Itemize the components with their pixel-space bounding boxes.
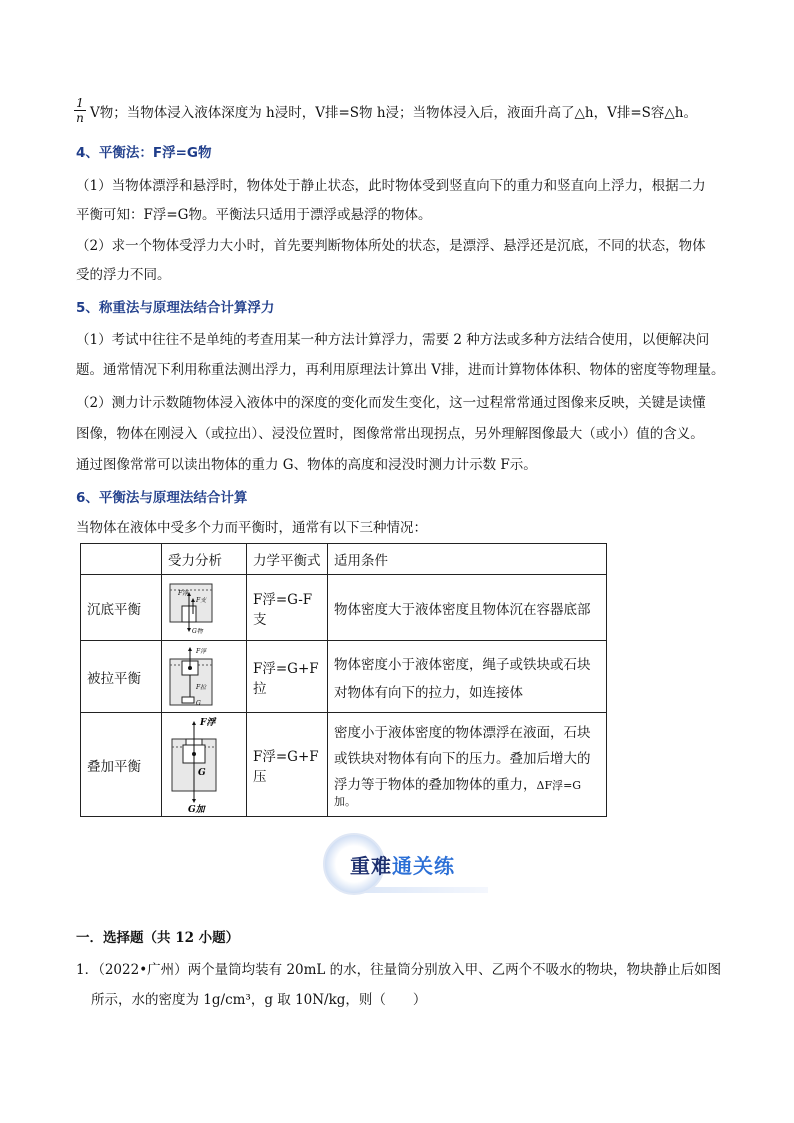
force-label: F浮 bbox=[200, 717, 216, 728]
table-header-cell bbox=[81, 544, 162, 575]
sinking-diagram bbox=[168, 580, 220, 636]
condition-line: 对物体有向下的拉力，如连接体 bbox=[334, 684, 523, 701]
table-header-row bbox=[81, 544, 607, 575]
stacked-diagram bbox=[168, 717, 224, 813]
balance-conditions-table bbox=[80, 543, 607, 817]
force-label: G bbox=[196, 699, 201, 707]
row-condition bbox=[328, 713, 607, 817]
force-label: F拉 bbox=[196, 683, 207, 691]
condition-line: 密度小于液体密度的物体漂浮在液面，石块 bbox=[334, 724, 591, 741]
s5-paragraph-1-line-2: 题。通常情况下利用称重法测出浮力，再利用原理法计算出 V排，进而计算物体体积、物体的密度等物理量。 bbox=[76, 362, 725, 378]
row-formula: F浮=G+F压 bbox=[247, 713, 328, 817]
s4-paragraph-1-line-2: 平衡可知：F浮=G物。平衡法只适用于漂浮或悬浮的物体。 bbox=[76, 207, 432, 223]
row-name: 被拉平衡 bbox=[81, 641, 162, 713]
illustration-cell bbox=[162, 575, 247, 641]
section-4-heading: 4、平衡法：F浮=G物 bbox=[76, 145, 212, 161]
question-section-heading: 一．选择题（共 12 小题） bbox=[76, 930, 240, 946]
force-label: F支 bbox=[196, 596, 207, 604]
table-header-cell: 力学平衡式 bbox=[247, 544, 328, 575]
table-header-cell: 受力分析 bbox=[162, 544, 247, 575]
force-label: F浮 bbox=[196, 647, 207, 655]
question-1-line-2: 所示，水的密度为 1g/cm³，g 取 10N/kg，则（ ） bbox=[91, 992, 427, 1008]
s4-paragraph-2-line-1: （2）求一个物体受浮力大小时，首先要判断物体所处的状态，是漂浮、悬浮还是沉底，不同的状态，物体 bbox=[76, 238, 706, 254]
s5-paragraph-2-line-1: （2）测力计示数随物体浸入液体中的深度的变化而发生变化，这一过程常常通过图像来反映，关键是读懂 bbox=[76, 395, 706, 411]
question-1-line-1: 1．（2022•广州）两个量筒均装有 20mL 的水，往量筒分别放入甲、乙两个不吸水的物块，物块静止后如图 bbox=[76, 962, 722, 978]
s6-intro: 当物体在液体中受多个力而平衡时，通常有以下三种情况： bbox=[76, 520, 427, 536]
row-condition bbox=[328, 641, 607, 713]
pulled-diagram bbox=[168, 645, 220, 709]
section-badge-title: 重难通关练 bbox=[350, 854, 455, 878]
force-label: G加 bbox=[188, 804, 205, 813]
top-line: V物；当物体浸入液体深度为 h浸时，V排=S物 h浸；当物体浸入后，液面升高了△h，V排=S容△h。 bbox=[90, 105, 697, 121]
condition-line: 或铁块对物体有向下的压力。叠加后增大的 bbox=[334, 750, 591, 767]
s4-paragraph-1-line-1: （1）当物体漂浮和悬浮时，物体处于静止状态，此时物体受到竖直向下的重力和竖直向上浮力，根据二力 bbox=[76, 178, 706, 194]
force-label: G bbox=[198, 767, 206, 778]
table-row bbox=[81, 575, 607, 641]
section-6-heading: 6、平衡法与原理法结合计算 bbox=[76, 490, 248, 506]
illustration-cell bbox=[162, 713, 247, 817]
table-header-cell: 适用条件 bbox=[328, 544, 607, 575]
row-name: 沉底平衡 bbox=[81, 575, 162, 641]
table-row bbox=[81, 641, 607, 713]
condition-line: 浮力等于物体的叠加物体的重力，ΔF浮=G加。 bbox=[334, 776, 582, 808]
condition-line: 物体密度大于液体密度且物体沉在容器底部 bbox=[334, 601, 591, 618]
section-5-heading: 5、称重法与原理法结合计算浮力 bbox=[76, 300, 275, 316]
table-row bbox=[81, 713, 607, 817]
condition-line: 物体密度小于液体密度，绳子或铁块或石块 bbox=[334, 656, 591, 673]
s4-paragraph-2-line-2: 受的浮力不同。 bbox=[76, 267, 171, 283]
fraction-one-over-n: $\frac{1}{n}$ bbox=[74, 96, 86, 125]
force-label: G物 bbox=[192, 627, 203, 635]
s5-paragraph-2-line-2: 图像，物体在刚浸入（或拉出）、浸没位置时，图像常常出现拐点，另外理解图像最大（或小）值的含义。 bbox=[76, 426, 704, 442]
s5-paragraph-2-line-3: 通过图像常常可以读出物体的重力 G、物体的高度和浸没时测力计示数 F示。 bbox=[76, 457, 537, 473]
row-name: 叠加平衡 bbox=[81, 713, 162, 817]
illustration-cell bbox=[162, 641, 247, 713]
force-label: F浮 bbox=[178, 589, 189, 597]
row-formula: F浮=G+F拉 bbox=[247, 641, 328, 713]
row-condition bbox=[328, 575, 607, 641]
s5-paragraph-1-line-1: （1）考试中往往不是单纯的考查用某一种方法计算浮力，需要 2 种方法或多种方法结合使用，以便解决问 bbox=[76, 332, 710, 348]
row-formula: F浮=G-F支 bbox=[247, 575, 328, 641]
